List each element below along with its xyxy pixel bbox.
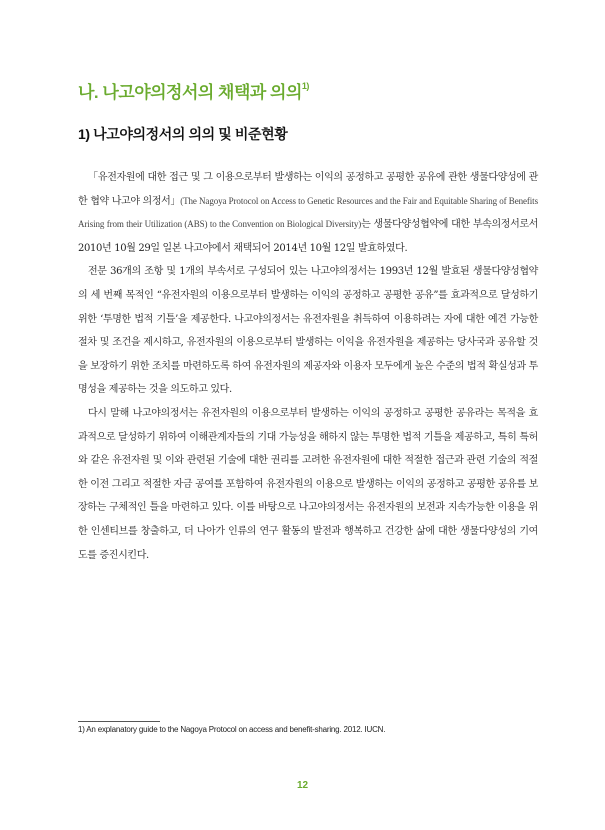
subsection-heading: 1) 나고야의정서의 의의 및 비준현황: [78, 126, 288, 142]
paragraph-3: 다시 말해 나고야의정서는 유전자원의 이용으로부터 발생하는 이익의 공정하고 공평한 공유라는 목적을 효과적으로 달성하기 위하여 이해관계자들의 기대 가능성을 해하지 않는 투명한 법적 기틀을 제공하고, 특히 특허와 같은 유전자원 및 이와 관련된 기술에 대한 권리를 고려한 유전자원에 대한 적절한 접근과 관련 기술의 적절한 이전 그리고 적절한 자금 공여를 포함하여 유전자원의 이용으로 발생하는 이익의 공정하고 공평한 공유를 보장하는 구체적인 틀을 마련하고 있다. 이를 바탕으로 나고야의정서는 유전자원의 보전과 지속가능한 이용을 위한 인센티브를 창출하고, 더 나아가 인류의 연구 활동의 발전과 행복하고 건강한 삶에 대한 생물다양성의 기여도를 증진시킨다.: [78, 407, 538, 561]
section-heading-text: 나. 나고야의정서의 채택과 의의: [78, 83, 302, 102]
footnote-marker: 1): [301, 81, 309, 92]
paragraph-1-korean-title: 「유전자원에 대한 접근 및 그 이용으로부터 발생하는 이익의 공정하고 공평한 공유에 관한 생물다양성에 관한 협약 나고야 의정서」: [78, 172, 538, 207]
paragraph-1: [78, 166, 538, 260]
paragraph-1-korean-rest: 는 생물다양성협약에 대한 부속의정서로서 2010년 10월 29일 일본 나고야에서 채택되어 2014년 10월 12일 발효하였다.: [78, 219, 538, 254]
page-number: 12: [296, 780, 309, 791]
paragraph-1-english-title: (The Nagoya Protocol on Access to Genetic Resources and the Fair and Equitable Sharing of Benefits Arising from their Utilization (ABS) to the Convention on Biological Diversity): [78, 195, 538, 230]
footnote: 1) An explanatory guide to the Nagoya Protocol on access and benefit-sharing. 2012. IUCN.: [78, 725, 386, 734]
paragraph-2: 전문 36개의 조항 및 1개의 부속서로 구성되어 있는 나고야의정서는 1993년 12월 발효된 생물다양성협약의 세 번째 목적인 “유전자원의 이용으로부터 발생하는 이익의 공정하고 공평한 공유”를 효과적으로 달성하기 위한 ‘투명한 법적 기틀’을 제공한다. 나고야의정서는 유전자원을 취득하여 이용하려는 자에 대한 예견 가능한 절차 및 조건을 제시하고, 유전자원의 이용으로부터 발생하는 이익을 유전자원을 제공하는 당사국과 공유할 것을 보장하기 위한 조치를 마련하도록 하여 유전자원의 제공자와 이용자 모두에게 높은 수준의 법적 확실성과 투명성을 제공하는 것을 의도하고 있다.: [78, 266, 538, 396]
body-text: [78, 166, 538, 567]
footnote-divider: [78, 721, 160, 722]
section-heading: [78, 78, 309, 103]
